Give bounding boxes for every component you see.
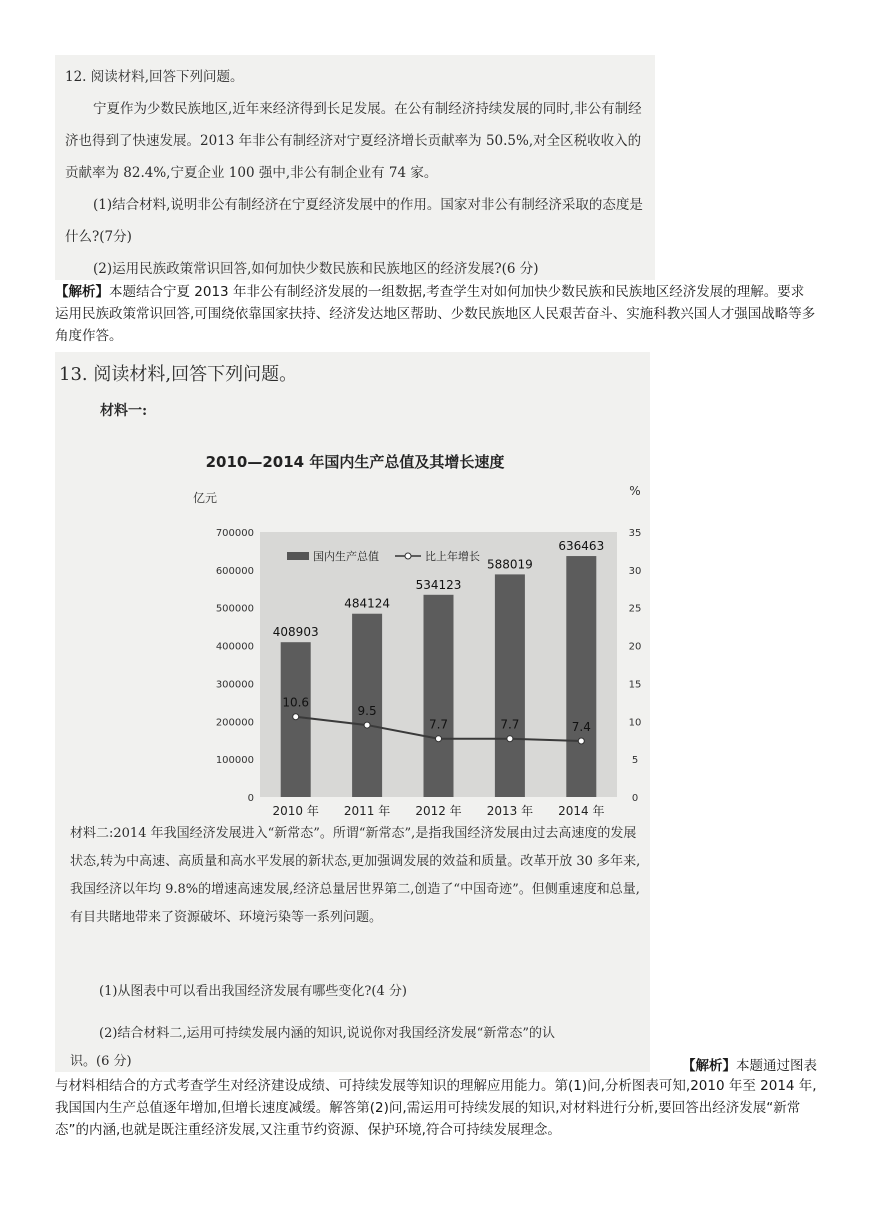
q12-analysis-label: 【解析】 [55, 284, 109, 300]
q13-analysis-head-text: 本题通过图表 [736, 1058, 817, 1074]
q12-title: 12. 阅读材料,回答下列问题。 [65, 69, 244, 85]
q13-title: 13. 阅读材料,回答下列问题。 [59, 364, 298, 385]
gdp-chart [55, 447, 650, 817]
growth-value-label: 7.7 [500, 717, 520, 732]
legend-gdp-label: 国内生产总值 [313, 550, 379, 563]
chart-title: 2010—2014 年国内生产总值及其增长速度 [205, 453, 505, 471]
y-tick-label: 600000 [215, 565, 254, 577]
x-tick-label: 2010 年 [272, 804, 319, 817]
right-axis-unit: % [629, 484, 641, 498]
y2-tick-label: 0 [631, 793, 639, 804]
y2-tick-label: 25 [628, 603, 642, 615]
q12-sub2: (2)运用民族政策常识回答,如何加快少数民族和民族地区的经济发展?(6 分) [93, 261, 539, 277]
gdp-bar [495, 574, 525, 797]
q13-analysis-head [682, 1054, 817, 1074]
q13-material1-label: 材料一: [100, 403, 148, 419]
legend-growth-label: 比上年增长 [425, 550, 480, 563]
growth-point [578, 738, 584, 744]
q13-sub2: (2)结合材料二,运用可持续发展内涵的知识,说说你对我国经济发展“新常态”的认 [99, 1026, 555, 1041]
gdp-bar-value: 484124 [344, 596, 391, 611]
y-tick-label: 300000 [215, 679, 254, 691]
growth-point [293, 714, 299, 720]
x-tick-label: 2014 年 [558, 804, 605, 817]
question-13-scan [55, 352, 650, 1072]
gdp-bar-value: 408903 [272, 625, 319, 640]
q12-sub1: (1)结合材料,说明非公有制经济在宁夏经济发展中的作用。国家对非公有制经济采取的态度是什么?(7分) [65, 197, 643, 245]
q13-material2: 材料二:2014 年我国经济发展进入“新常态”。所谓“新常态”,是指我国经济发展由过去高速度的发展状态,转为中高速、高质量和高水平发展的新状态,更加强调发展的效益和质量。改革开放 30 多年来,我国经济以年均 9.8%的增速高速发展,经济总量居世界第二,创造了“中国奇迹”。但侧重速度和总量,有目共睹地带来了资源破坏、环境污染等一系列问题。 [70, 826, 641, 925]
right-axis-ticks [629, 528, 642, 804]
q13-sub1: (1)从图表中可以看出我国经济发展有哪些变化?(4 分) [99, 984, 407, 999]
gdp-bar-value: 588019 [486, 557, 533, 572]
gdp-bar [424, 595, 454, 797]
y2-tick-label: 35 [628, 528, 642, 539]
growth-point [436, 736, 442, 742]
legend-bar-swatch [287, 552, 309, 560]
growth-point [507, 736, 513, 742]
x-axis-labels [273, 803, 605, 817]
x-tick-label: 2011 年 [343, 804, 391, 817]
y-tick-label: 200000 [215, 717, 254, 729]
growth-value-label: 7.7 [428, 717, 449, 732]
y-tick-label: 400000 [215, 641, 254, 653]
y-tick-label: 700000 [215, 528, 254, 539]
left-axis-unit: 亿元 [192, 491, 218, 505]
growth-point [364, 722, 370, 728]
y2-tick-label: 10 [628, 717, 642, 729]
growth-value-label: 10.6 [282, 695, 310, 710]
q12-analysis [55, 281, 817, 347]
q12-analysis-text: 本题结合宁夏 2013 年非公有制经济发展的一组数据,考查学生对如何加快少数民族和民族地区经济发展的理解。要求运用民族政策常识回答,可围绕依靠国家扶持、经济发达地区帮助、少数民族地区人民艰苦奋斗、实施科教兴国人才强国战略等多角度作答。 [55, 284, 816, 344]
growth-value-label: 9.5 [357, 704, 377, 719]
q12-material: 宁夏作为少数民族地区,近年来经济得到长足发展。在公有制经济持续发展的同时,非公有制经济也得到了快速发展。2013 年非公有制经济对宁夏经济增长贡献率为 50.5%,对全区税收收入的贡献率为 82.4%,宁夏企业 100 强中,非公有制企业有 74 家。 [65, 101, 642, 181]
gdp-bar-value: 534123 [415, 577, 462, 592]
x-tick-label: 2013 年 [486, 804, 534, 817]
y2-tick-label: 15 [628, 679, 642, 691]
gdp-bar [566, 556, 596, 797]
y2-tick-label: 30 [628, 565, 642, 577]
q13-sub2-continued: 识。(6 分) [70, 1054, 132, 1069]
q13-analysis: 与材料相结合的方式考查学生对经济建设成绩、可持续发展等知识的理解应用能力。第(1)问,分析图表可知,2010 年至 2014 年,我国国内生产总值逐年增加,但增长速度减缓。解答第(2)问,需运用可持续发展的知识,对材料进行分析,要回答出经济发展“新常态”的内涵,也就是既注重经济发展,又注重节约资源、保护环境,符合可持续发展理念。 [55, 1078, 817, 1138]
growth-value-label: 7.4 [571, 719, 591, 734]
question-12-scan [55, 55, 655, 280]
y2-tick-label: 20 [628, 641, 642, 653]
x-tick-label: 2012 年 [415, 804, 462, 817]
y-tick-label: 0 [247, 793, 254, 804]
y-tick-label: 100000 [215, 755, 254, 767]
y-tick-label: 500000 [215, 603, 254, 615]
legend-line-marker [405, 553, 411, 559]
y2-tick-label: 5 [631, 755, 639, 767]
left-axis-ticks [216, 528, 254, 804]
q13-analysis-label: 【解析】 [682, 1058, 736, 1074]
gdp-bar-value: 636463 [558, 539, 605, 554]
